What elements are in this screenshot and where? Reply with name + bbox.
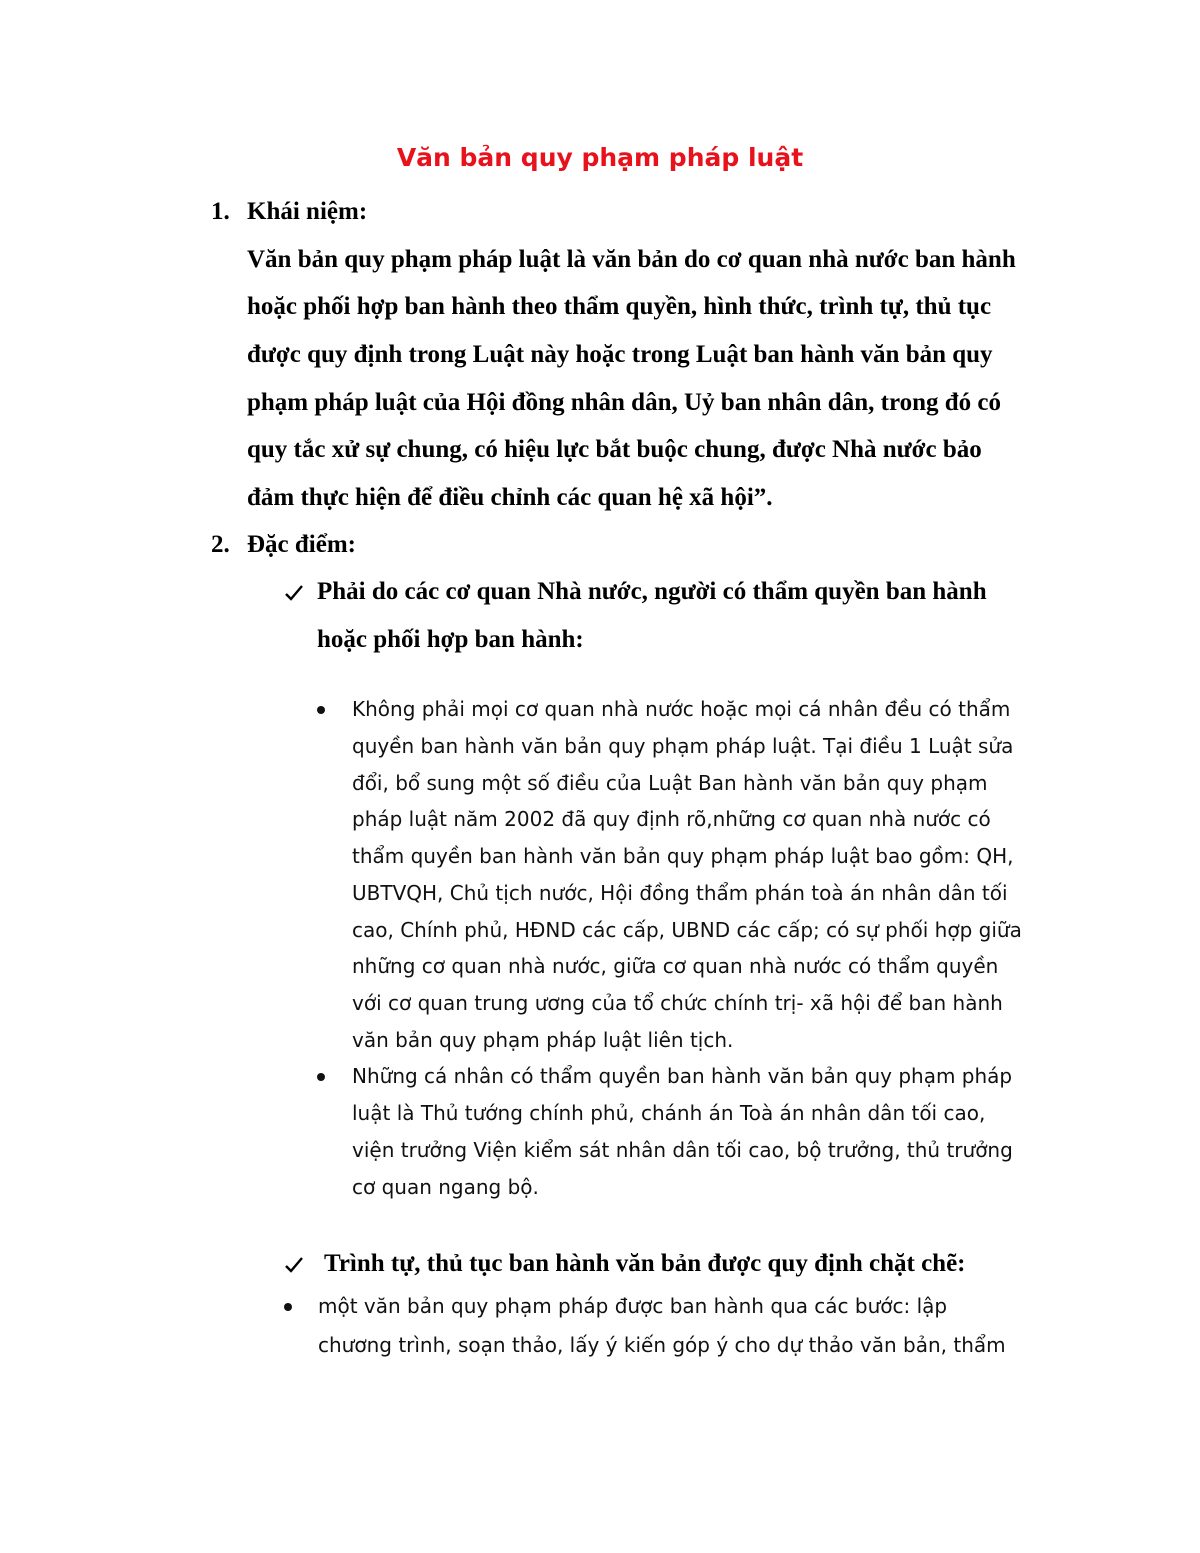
check1-line: Phải do các cơ quan Nhà nước, người có thẩm quyền ban hành: [317, 578, 987, 605]
bullet1-line: cao, Chính phủ, HĐND các cấp, UBND các cấp; có sự phối hợp giữa: [352, 918, 1022, 942]
section1-line: quy tắc xử sự chung, có hiệu lực bắt buộc chung, được Nhà nước bảo: [247, 436, 982, 463]
bullet3-line: một văn bản quy phạm pháp được ban hành qua các bước: lập: [318, 1294, 948, 1318]
bullet1-line: đổi, bổ sung một số điều của Luật Ban hành văn bản quy phạm: [352, 771, 988, 795]
section2-number: 2.: [211, 531, 230, 558]
section1-line: đảm thực hiện để điều chỉnh các quan hệ xã hội”.: [247, 484, 773, 511]
section1-number: 1.: [211, 198, 230, 225]
section2-heading: Đặc điểm:: [247, 531, 356, 558]
check1-line: hoặc phối hợp ban hành:: [317, 626, 584, 653]
bullet3-line: chương trình, soạn thảo, lấy ý kiến góp ý cho dự thảo văn bản, thẩm: [318, 1333, 1006, 1357]
bullet1-line: với cơ quan trung ương của tổ chức chính trị- xã hội để ban hành: [352, 991, 1003, 1015]
bullet1-line: văn bản quy phạm pháp luật liên tịch.: [352, 1028, 734, 1052]
section1-line: Văn bản quy phạm pháp luật là văn bản do cơ quan nhà nước ban hành: [247, 246, 1016, 273]
check2-line: Trình tự, thủ tục ban hành văn bản được quy định chặt chẽ:: [324, 1250, 966, 1277]
bullet2-line: Những cá nhân có thẩm quyền ban hành văn bản quy phạm pháp: [352, 1064, 1013, 1088]
check-mark-icon: [284, 583, 304, 603]
bullet2-line: cơ quan ngang bộ.: [352, 1175, 539, 1199]
bullet1-line: pháp luật năm 2002 đã quy định rõ,những cơ quan nhà nước có: [352, 807, 991, 831]
bullet2-line: viện trưởng Viện kiểm sát nhân dân tối cao, bộ trưởng, thủ trưởng: [352, 1138, 1013, 1162]
section1-line: được quy định trong Luật này hoặc trong Luật ban hành văn bản quy: [247, 341, 993, 368]
bullet1-line: Không phải mọi cơ quan nhà nước hoặc mọi cá nhân đều có thẩm: [352, 697, 1011, 721]
bullet1-line: thẩm quyền ban hành văn bản quy phạm pháp luật bao gồm: QH,: [352, 844, 1014, 868]
section1-heading: Khái niệm:: [247, 198, 368, 225]
document-title: Văn bản quy phạm pháp luật: [396, 143, 804, 172]
section1-line: phạm pháp luật của Hội đồng nhân dân, Uỷ ban nhân dân, trong đó có: [247, 389, 1001, 416]
bullet1-line: những cơ quan nhà nước, giữa cơ quan nhà nước có thẩm quyền: [352, 954, 999, 978]
bullet2-line: luật là Thủ tướng chính phủ, chánh án Toà án nhân dân tối cao,: [352, 1101, 986, 1125]
bullet-dot-icon: [317, 1073, 325, 1081]
check-mark-icon: [284, 1255, 304, 1275]
bullet-dot-icon: [317, 706, 325, 714]
bullet1-line: quyền ban hành văn bản quy phạm pháp luật. Tại điều 1 Luật sửa: [352, 734, 1014, 758]
bullet-dot-icon: [284, 1303, 292, 1311]
bullet1-line: UBTVQH, Chủ tịch nước, Hội đồng thẩm phán toà án nhân dân tối: [352, 881, 1008, 905]
section1-line: hoặc phối hợp ban hành theo thẩm quyền, hình thức, trình tự, thủ tục: [247, 293, 992, 320]
